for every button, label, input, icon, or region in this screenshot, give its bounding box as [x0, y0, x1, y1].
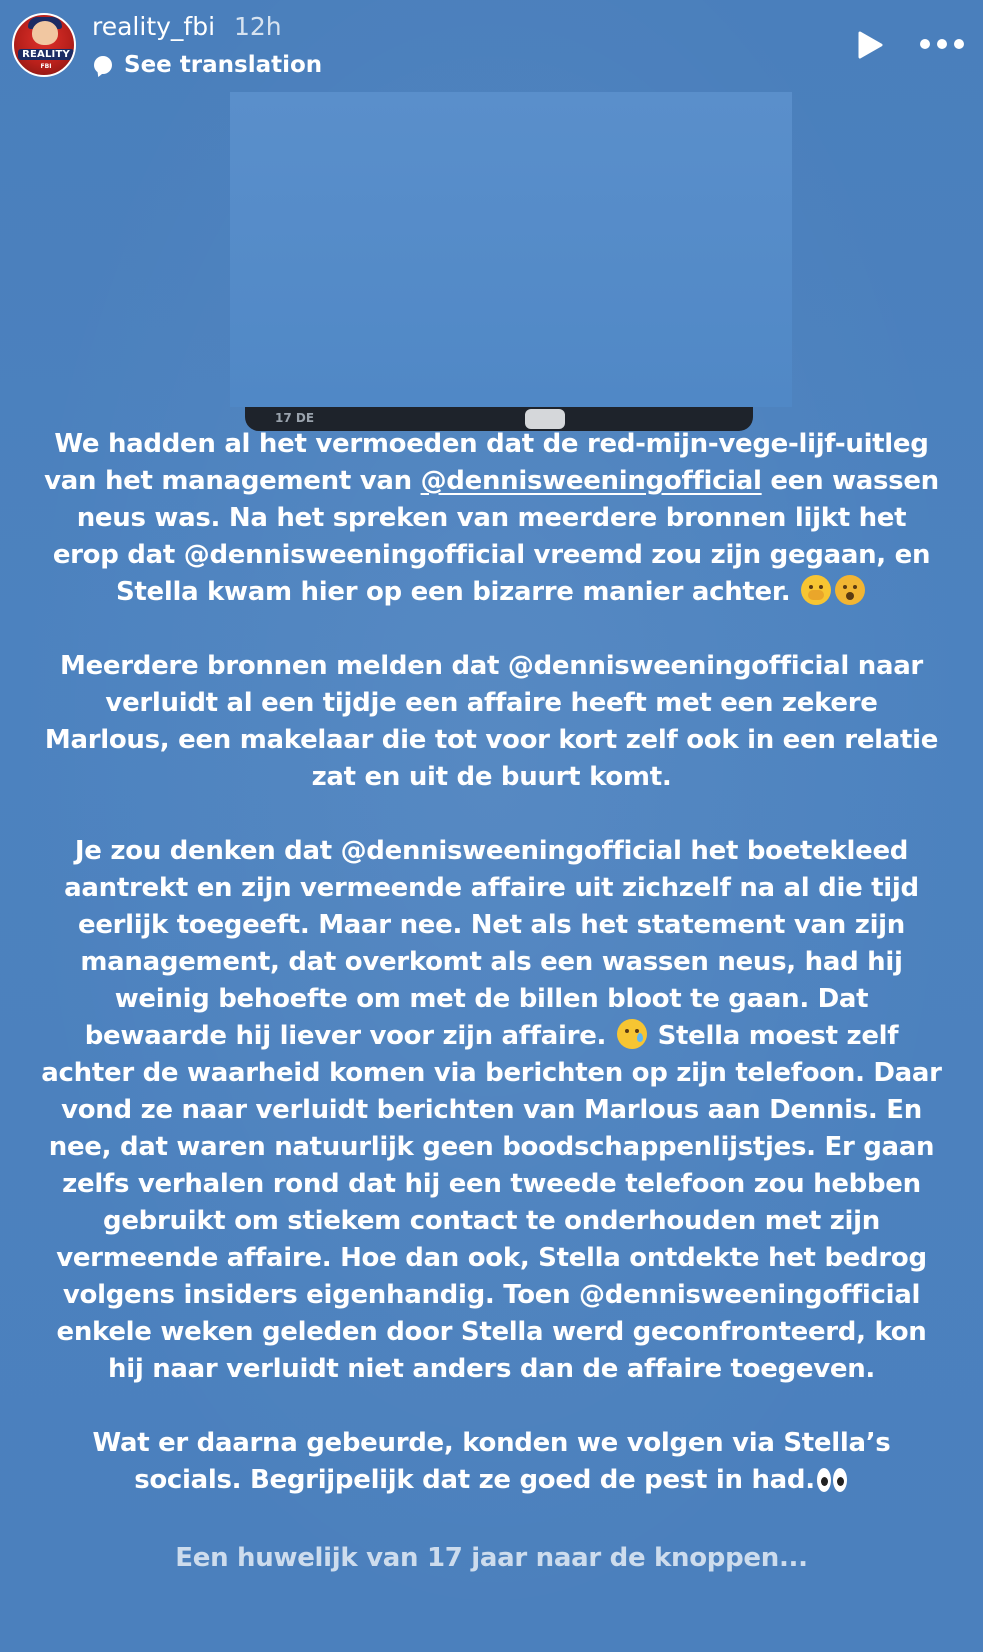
avatar-logo-text: REALITY: [18, 49, 74, 60]
story-header: [0, 0, 983, 90]
story-caption: [40, 426, 943, 1614]
caption-p3-text-b: Stella moest zelf achter de waarheid komen via berichten op zijn telefoon. Daar vond ze naar verluidt berichten van Marlous aan Dennis. En nee, dat waren natuurlijk geen boodschappenlijstjes. Er gaan zelfs verhalen rond dat hij een tweede telefoon zou hebben gebruikt om stiekem contact te onderhouden met zijn vermeende affaire. Hoe dan ook, Stella ontdekte het bedrog volgens insiders eigenhandig. Toen @dennisweeningofficial enkele weken geleden door Stella werd geconfronteerd, kon hij naar verluidt niet anders dan de affaire toegeven.: [41, 1021, 942, 1384]
see-translation-label: See translation: [124, 52, 323, 78]
strip-text: 17 DE: [275, 411, 315, 425]
caption-p1-text-a: We hadden al het vermoeden dat de red-mijn-vege-lijf-uitleg van het management van: [44, 429, 929, 496]
story-image: [230, 92, 792, 407]
caption-paragraph-4: [40, 1425, 943, 1503]
see-translation-button[interactable]: [94, 50, 322, 80]
caption-paragraph-1: [40, 426, 943, 611]
face-screaming-in-fear-icon: [835, 575, 865, 605]
username[interactable]: reality_fbi: [92, 12, 216, 41]
more-options-icon[interactable]: [920, 36, 964, 52]
avatar[interactable]: [12, 13, 76, 77]
avatar-logo-subtext: FBI: [40, 63, 52, 70]
more-dot: [954, 39, 964, 49]
eyes-icon: [817, 1466, 849, 1503]
caption-paragraph-3: [40, 833, 943, 1388]
mention-link[interactable]: @dennisweeningofficial: [420, 466, 762, 496]
caption-paragraph-5: Een huwelijk van 17 jaar naar de knoppen...: [175, 1543, 808, 1573]
more-dot: [937, 39, 947, 49]
speech-bubble-icon: [94, 56, 112, 74]
play-icon[interactable]: [856, 30, 884, 60]
face-holding-back-tears-icon: [617, 1019, 647, 1049]
timestamp: 12h: [234, 12, 282, 41]
caption-p3-text-a: Je zou denken dat @dennisweeningofficial het boetekleed aantrekt en zijn vermeende affaire uit zichzelf na al die tijd eerlijk toegeeft. Maar nee. Net als het statement van zijn management, dat overkomt als een wassen neus, had hij weinig behoefte om met de billen bloot te gaan. Dat bewaarde hij liever voor zijn affaire.: [64, 836, 919, 1051]
more-dot: [920, 39, 930, 49]
caption-p4-text: Wat er daarna gebeurde, konden we volgen via Stella’s socials. Begrijpelijk dat ze goed de pest in had.: [92, 1428, 891, 1495]
caption-paragraph-2: Meerdere bronnen melden dat @dennisweeningofficial naar verluidt al een tijdje een affaire heeft met een zekere Marlous, een makelaar die tot voor kort zelf ook in een relatie zat en uit de buurt komt.: [44, 651, 939, 792]
avatar-face-shape: [32, 21, 58, 45]
caption-p1-text-b: een wassen neus was. Na het spreken van meerdere bronnen lijkt het erop dat @dennisweeningofficial vreemd zou zijn gegaan, en Stella kwam hier op een bizarre manier achter.: [52, 466, 939, 607]
face-with-hand-over-mouth-icon: [801, 575, 831, 605]
